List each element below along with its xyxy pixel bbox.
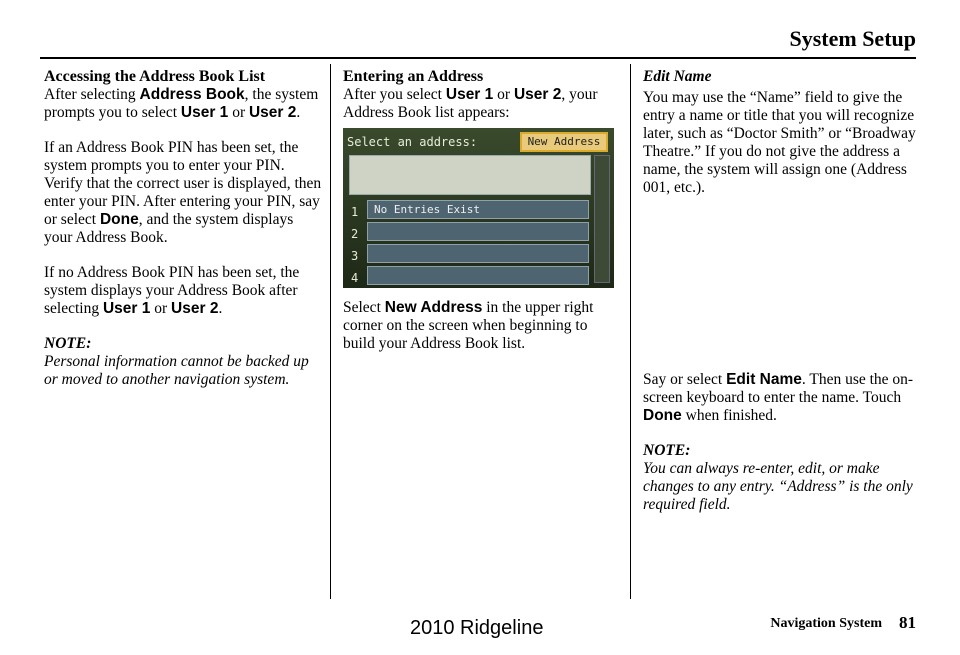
- list-item[interactable]: [367, 266, 589, 285]
- column-divider: [630, 64, 631, 599]
- column-edit-name: [643, 68, 923, 531]
- text: .: [296, 104, 301, 121]
- text: Say or select: [643, 371, 727, 388]
- list-item-label: No Entries Exist: [374, 203, 480, 216]
- ui-term: User 1: [102, 300, 151, 317]
- text: or: [228, 104, 249, 121]
- text: After selecting: [44, 86, 140, 103]
- section-heading: Entering an Address: [343, 68, 484, 85]
- paragraph: [44, 139, 322, 247]
- note-text: You can always re-enter, edit, or make changes to any entry. “Address” is the only required field.: [643, 460, 913, 513]
- list-item[interactable]: [367, 200, 589, 219]
- page-number: 81: [899, 613, 916, 632]
- ui-term: User 1: [180, 104, 229, 121]
- watermark-text: 2010 Ridgeline: [410, 617, 544, 639]
- text: . Then use the on-screen keyboard to enter the name. Touch: [643, 371, 914, 406]
- header-rule: [40, 57, 916, 59]
- ui-term: User 1: [445, 86, 494, 103]
- ui-term: Done: [643, 407, 682, 424]
- text: After you select: [343, 86, 446, 103]
- text: .: [218, 300, 223, 317]
- screen-title: Select an address:: [347, 135, 478, 149]
- note-label: NOTE:: [643, 442, 691, 459]
- paragraph: [44, 86, 322, 122]
- text: If no Address Book PIN has been set, the system displays your Address Book after selecting: [44, 264, 300, 317]
- text: , and the system displays your Address Book.: [44, 211, 294, 246]
- text: If an Address Book PIN has been set, the system prompts you to enter your PIN. Verify that the correct user is displayed, then enter your PIN. After entering your PIN, say or select: [44, 139, 322, 228]
- ui-term: New Address: [384, 299, 483, 316]
- column-accessing-address-book: [44, 68, 322, 406]
- text: or: [493, 86, 514, 103]
- page-header-title: System Setup: [789, 26, 916, 51]
- column-divider: [330, 64, 331, 599]
- list-item[interactable]: [367, 244, 589, 263]
- note-label: NOTE:: [44, 335, 92, 352]
- ui-term: User 2: [248, 104, 297, 121]
- ui-term: Edit Name: [726, 371, 802, 388]
- address-book-screenshot: [343, 128, 614, 288]
- text: , the system prompts you to select: [44, 86, 319, 121]
- address-display-field: [349, 155, 591, 195]
- footer-section-label: Navigation System: [770, 616, 882, 631]
- ui-term: User 2: [171, 300, 219, 317]
- paragraph: [44, 264, 322, 318]
- scrollbar[interactable]: [594, 155, 610, 283]
- text: or: [150, 300, 172, 317]
- text: in the upper right corner on the screen when beginning to build your Address Book list.: [343, 299, 594, 352]
- section-heading: Accessing the Address Book List: [44, 68, 266, 85]
- paragraph: [343, 86, 621, 122]
- ui-term: Address Book: [139, 86, 245, 103]
- text: , your Address Book list appears:: [343, 86, 598, 121]
- row-number: 3: [351, 249, 359, 263]
- section-heading: Edit Name: [643, 68, 712, 85]
- paragraph: [343, 299, 621, 353]
- ui-term: User 2: [513, 86, 562, 103]
- note-text: Personal information cannot be backed up or moved to another navigation system.: [44, 353, 309, 388]
- text: Select: [343, 299, 385, 316]
- row-number: 4: [351, 271, 359, 285]
- list-item[interactable]: [367, 222, 589, 241]
- row-number: 2: [351, 227, 359, 241]
- paragraph: You may use the “Name” field to give the entry a name or title that you will recognize later, such as “Doctor Smith” or “Broadway Theatre.” If you do not give the address a name, the system will assign one (Address 001, etc.).: [643, 89, 916, 196]
- ui-term: Done: [99, 211, 139, 228]
- text: when finished.: [681, 407, 777, 424]
- paragraph: [643, 371, 923, 425]
- column-entering-address: [343, 68, 621, 370]
- row-number: 1: [351, 205, 359, 219]
- new-address-button[interactable]: New Address: [520, 132, 608, 152]
